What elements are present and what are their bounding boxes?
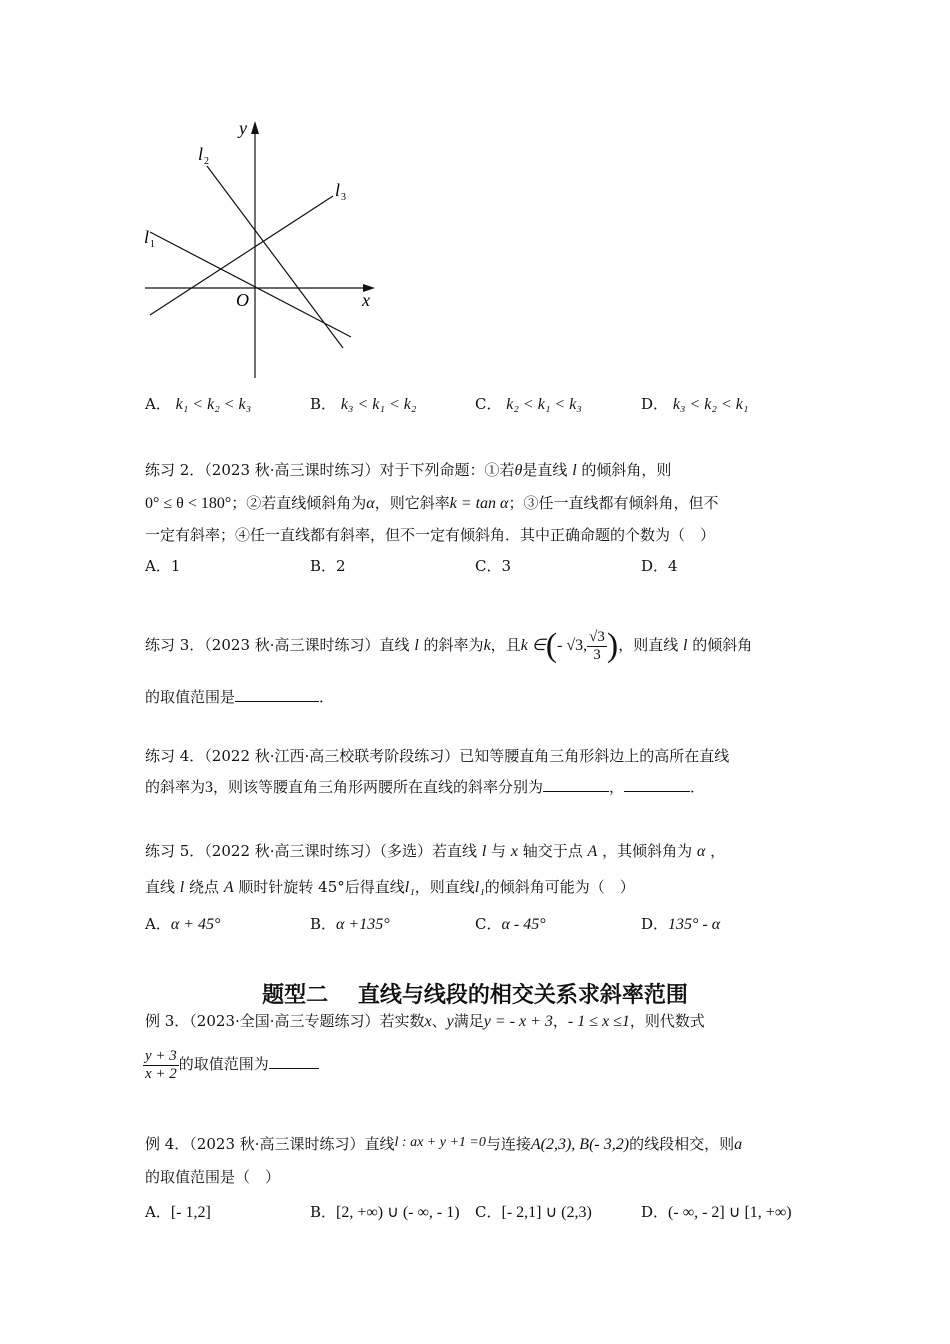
option-text: [- 2,1] ∪ (2,3) [501,1204,592,1221]
exercise-2-line-2 [145,493,718,514]
math: - √3, [557,637,588,654]
math: l₁ [474,879,485,896]
line-l1 [150,232,351,337]
text: ，则代数式 [629,1012,705,1030]
math: y = - x + 3 [483,1013,553,1030]
option-text: k₃ < k₂ < k₁ [672,396,749,413]
math: A [223,879,234,896]
option-text: [- 1,2] [170,1204,211,1221]
fraction [143,1048,179,1083]
text: 绕点 [189,878,220,896]
text: 的倾斜角，则 [581,461,672,479]
option-text: (- ∞, - 2] ∪ [1, +∞) [668,1204,792,1221]
option-letter: A． [145,557,171,575]
l3-subscript: 3 [341,192,346,203]
text: ，且 [490,636,521,654]
math: l [414,637,419,654]
math: l₁ [404,879,415,896]
option-text: 4 [668,557,678,575]
ex2-option-c [475,556,511,576]
option-letter: D． [641,915,669,933]
text: ，则它斜率 [374,494,450,512]
ex2-option-b [310,556,346,576]
q1-option-a [145,394,251,415]
answer-blank-2[interactable] [624,777,690,792]
math: α [366,495,375,512]
ex5-option-a [145,914,220,935]
option-letter: C． [475,1203,502,1221]
text: 满足 [453,1012,484,1030]
ex2-option-d [641,556,678,576]
option-text: 1 [170,557,181,575]
example-3-line-1 [145,1011,705,1032]
eg4-option-b [310,1202,460,1223]
text: 顺时针旋转 45°后得直线 [238,878,405,896]
math: a [734,1136,743,1153]
math: l [481,843,487,860]
option-text: α + 45° [170,916,221,933]
text: 的斜率为 [423,636,484,654]
text: 的线段相交，则 [629,1135,735,1153]
option-text: k₂ < k₁ < k₃ [506,396,582,413]
text: 练习 2．（2023 秋·高三课时练习）对于下列命题：①若 [145,461,515,479]
text: 练习 3．（2023 秋·高三课时练习）直线 [145,636,410,654]
right-paren: ) [606,627,619,664]
option-text: k₁ < k₂ < k₃ [175,396,252,413]
text: 例 4．（2023 秋·高三课时练习）直线 [145,1135,395,1153]
ex5-option-d [641,914,720,935]
text: ，则该等腰直角三角形两腰所在直线的斜率分别为 [213,778,544,796]
math: k = tan α [449,495,509,512]
text: 例 3．（2023·全国·高三专题练习）若实数 [145,1012,425,1030]
option-letter: A． [145,915,171,933]
math: x [424,1013,432,1030]
y-axis-label: y [239,118,247,138]
option-text: 3 [501,557,512,575]
numerator: y + 3 [145,1047,177,1064]
text: 练习 5．（2022 秋·高三课时练习）（多选）若直线 [145,842,478,860]
q1-option-d [641,394,748,415]
option-letter: C． [475,557,502,575]
text: 是直线 [522,461,568,479]
ex2-option-a [145,556,180,576]
math: x [510,843,518,860]
answer-blank-1[interactable] [543,777,609,792]
option-letter: B． [310,395,337,413]
line-l2 [207,166,343,348]
text: ． [690,778,706,796]
exercise-4-line-2 [145,777,705,798]
option-letter: B． [310,557,337,575]
text: ， [552,1012,568,1030]
slope-lines-figure [0,0,420,400]
text: ；③任一直线都有倾斜角，但不 [508,494,719,512]
exercise-2-line-1 [145,460,671,481]
math: k [483,637,491,654]
option-text: 135° - α [668,916,721,933]
ex5-option-b [310,914,390,935]
q1-option-c [475,394,582,415]
math: l [179,879,185,896]
math: - 1 ≤ x ≤1 [567,1013,630,1030]
text: 轴交于点 [522,842,583,860]
math: θ [514,462,523,479]
text: ， [710,842,726,860]
l2-subscript: 2 [204,156,209,167]
option-letter: D． [641,395,669,413]
option-letter: B． [310,915,337,933]
text: 的倾斜角 [692,636,753,654]
l1-label: l [144,227,150,247]
math: l [683,637,688,654]
left-paren: ( [545,627,558,664]
text: 与 [491,842,507,860]
option-text: [2, +∞) ∪ (- ∞, - 1) [336,1204,460,1221]
eg4-option-a [145,1202,211,1223]
text: ， [609,778,625,796]
numerator: √3 [589,628,605,645]
example-3-line-2 [143,1044,319,1084]
option-letter: C． [475,915,502,933]
section-title: 题型二 直线与线段的相交关系求斜率范围 [262,983,688,1008]
text: ，则直线 [618,636,679,654]
text: 的取值范围是 [145,688,236,706]
q1-option-b [310,394,416,415]
text: ；②若直线倾斜角为 [231,494,367,512]
math: l : ax + y +1 =0 [394,1135,486,1150]
eg4-option-c [475,1202,592,1223]
math: y [446,1013,454,1030]
math: α [696,843,706,860]
text: 直线 [145,878,176,896]
l2-label: l [198,144,204,164]
exercise-5-line-1 [145,841,725,862]
exercise-5-line-2 [145,877,635,898]
option-letter: C． [475,395,502,413]
math: l [572,462,577,479]
exercise-2-line-3: 一定有斜率；④任一直线都有斜率，但不一定有倾斜角．其中正确命题的个数为（ ） [145,526,716,544]
l1-subscript: 1 [150,239,155,250]
exercise-3-line-1 [145,622,752,669]
denominator: x + 2 [145,1065,177,1082]
option-text: k₃ < k₁ < k₂ [340,396,417,413]
text: ． [319,688,335,706]
option-letter: A． [145,395,171,413]
math: A(2,3), B(- 3,2) [530,1136,630,1153]
text: ，则直线 [414,878,475,896]
y-axis-arrow-icon [251,121,259,134]
eg4-option-d [641,1202,792,1223]
option-letter: D． [641,1203,669,1221]
math: A [587,843,598,860]
option-letter: D． [641,557,669,575]
text: 的倾斜角可能为（ ） [484,878,635,896]
answer-blank[interactable] [235,687,319,702]
text: 、 [431,1012,447,1030]
ex5-option-c [475,914,546,935]
text: ，其倾斜角为 [602,842,693,860]
option-text: α +135° [336,916,390,933]
fraction [587,629,607,664]
math: k ∈ [520,637,546,654]
option-text: α - 45° [501,916,546,933]
option-letter: A． [145,1203,171,1221]
option-text: 2 [336,557,346,575]
exercise-4-line-1: 练习 4．（2022 秋·江西·高三校联考阶段练习）已知等腰直角三角形斜边上的高所在直线 [145,747,730,765]
math: 0° ≤ θ < 180° [145,495,232,512]
exercise-3-line-2 [145,687,334,707]
origin-label: O [236,290,249,310]
example-4-line-2: 的取值范围是（ ） [145,1168,281,1186]
option-letter: B． [310,1203,337,1221]
denominator: 3 [593,646,601,663]
text: 的取值范围为 [178,1055,269,1073]
text: 与连接 [485,1135,531,1153]
x-axis-label: x [362,290,370,310]
answer-blank[interactable] [269,1054,319,1069]
l3-label: l [335,180,341,200]
text: 的斜率为 [145,778,206,796]
example-4-line-1 [145,1133,742,1155]
math: 3 [205,779,214,796]
